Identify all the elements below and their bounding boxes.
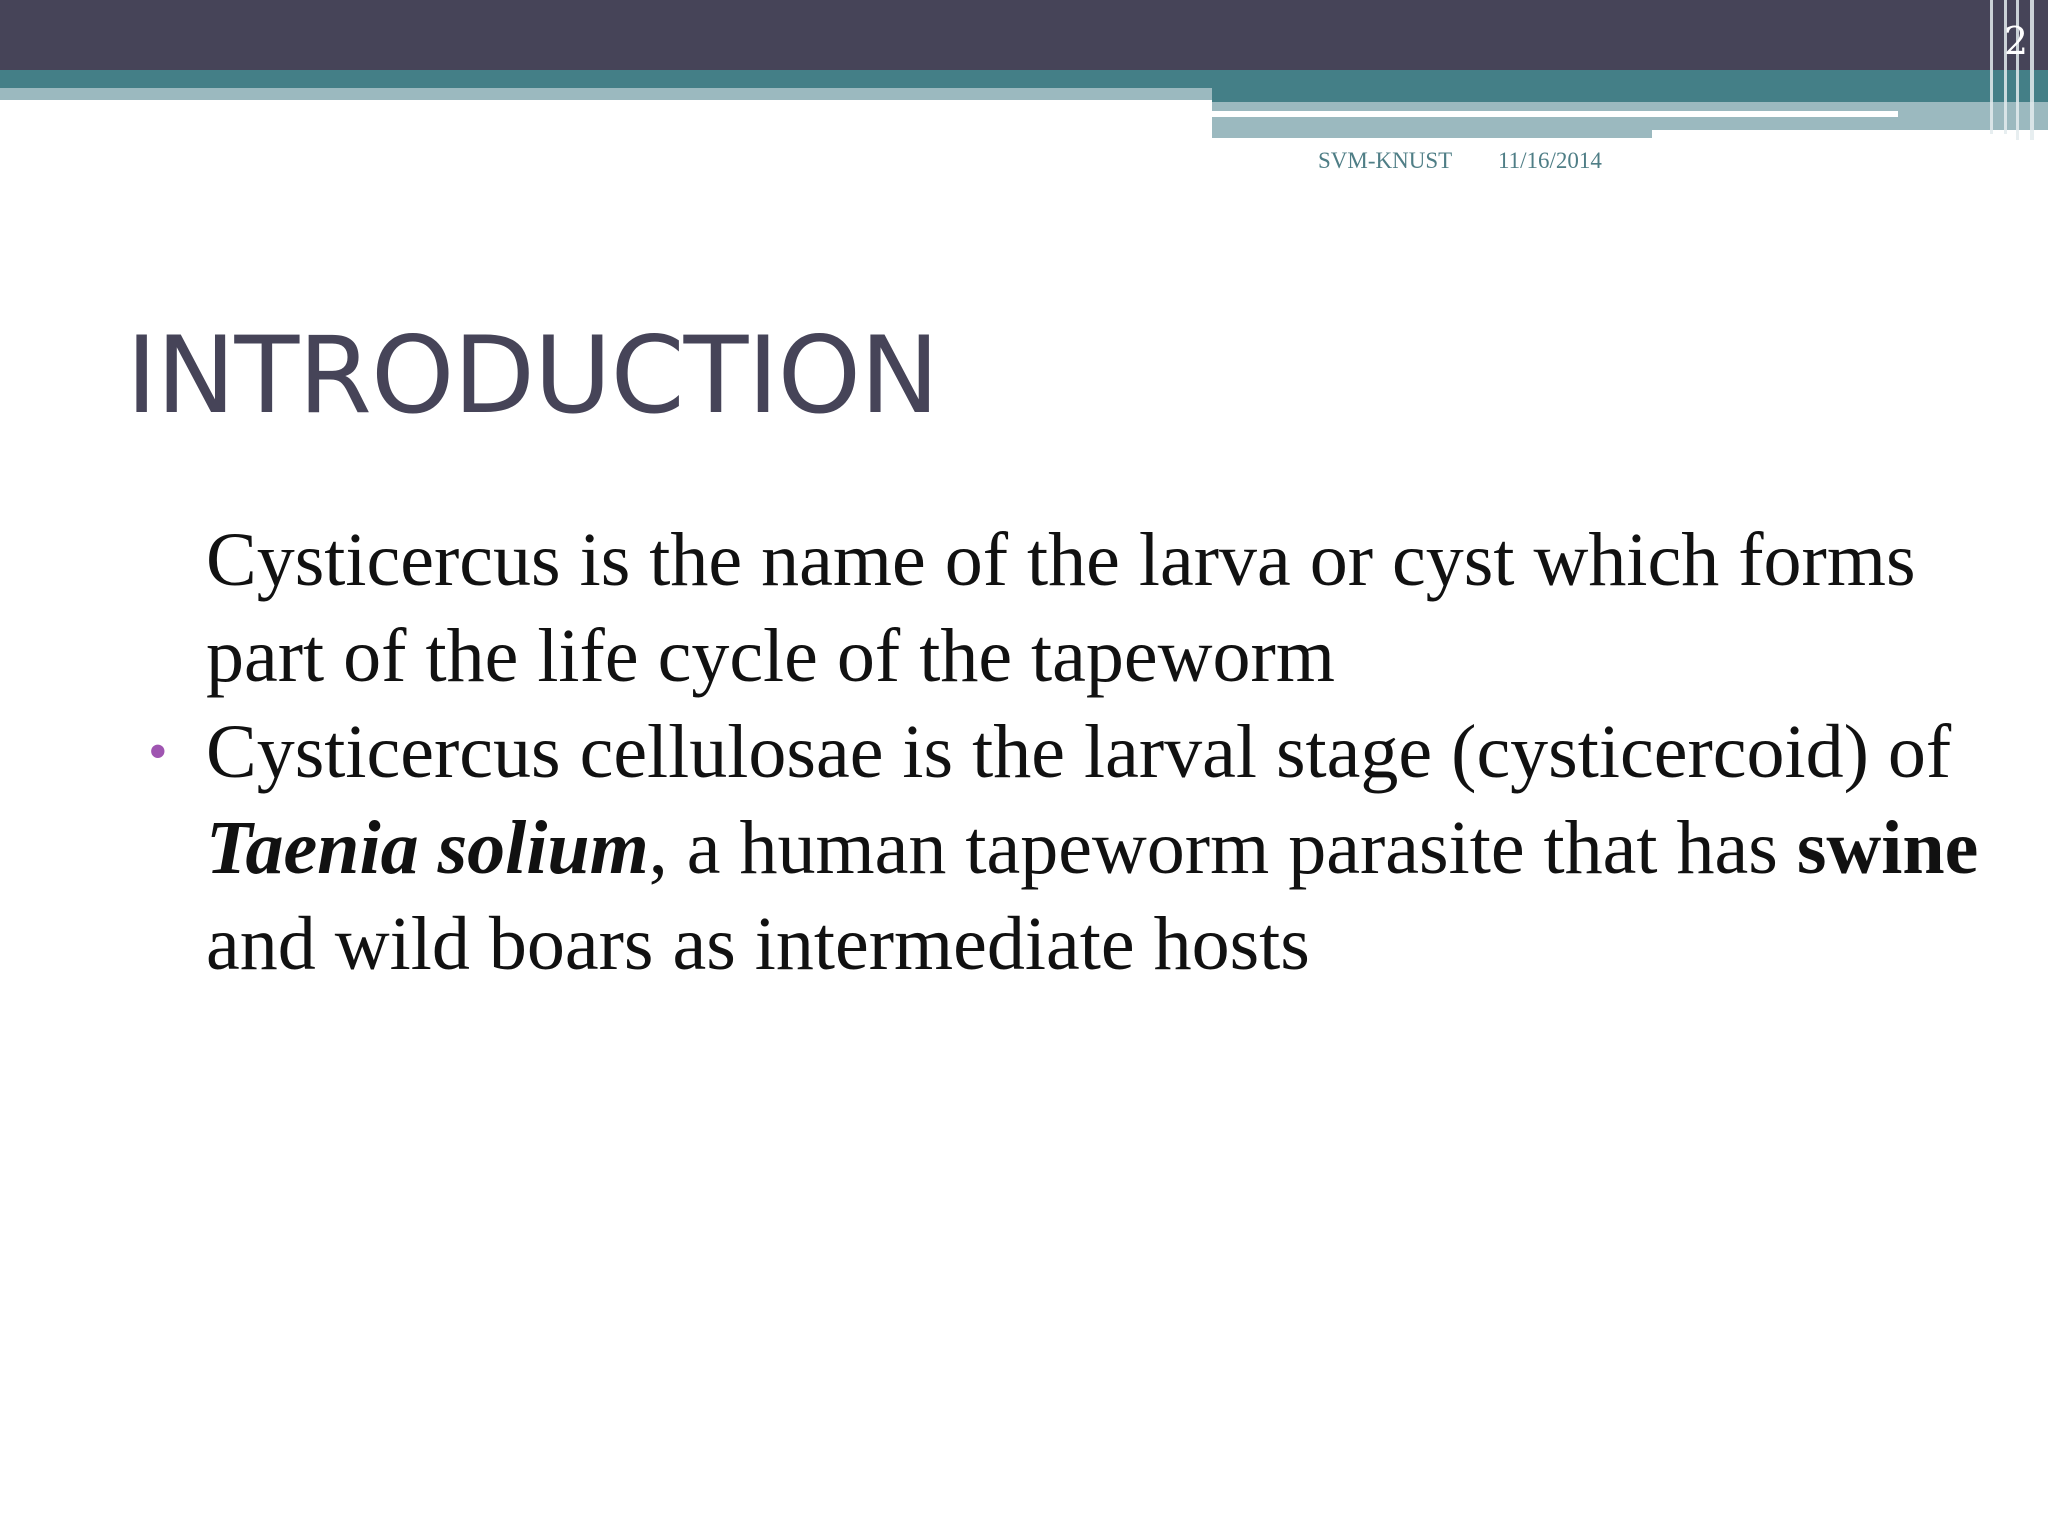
- header-notch: [1652, 130, 2048, 142]
- header-divider-line: [1212, 111, 1898, 117]
- bullet-icon: •: [148, 721, 168, 783]
- header-light-stripe: [0, 88, 1212, 100]
- header-accent-stripe-right: [1212, 70, 2048, 102]
- slide-title: INTRODUCTION: [126, 314, 939, 437]
- bullet-text-3: and wild boars as intermediate hosts: [206, 902, 1310, 986]
- header-vertical-line: [2030, 0, 2034, 140]
- header-accent-stripe: [0, 70, 1212, 88]
- slide-meta: [1318, 148, 1602, 174]
- header-bar: [0, 0, 2048, 70]
- slide-number: 2: [2003, 19, 2028, 63]
- bullet-item: [148, 704, 2006, 992]
- slide-body: [148, 512, 2006, 992]
- intro-paragraph: Cysticercus is the name of the larva or cyst which forms part of the life cycle of the tapeworm: [206, 518, 1916, 698]
- header-vertical-line: [1990, 0, 1993, 134]
- bullet-text-2: , a human tapeworm parasite that has: [648, 806, 1797, 890]
- header-notch-base: [1212, 138, 1660, 142]
- species-name: Taenia solium: [206, 806, 649, 890]
- bullet-text-1: Cysticercus cellulosae is the larval stage (cysticercoid) of: [206, 710, 1952, 794]
- organization-label: SVM-KNUST: [1318, 148, 1453, 173]
- host-name: swine: [1796, 806, 1979, 890]
- date-label: 11/16/2014: [1497, 148, 1602, 173]
